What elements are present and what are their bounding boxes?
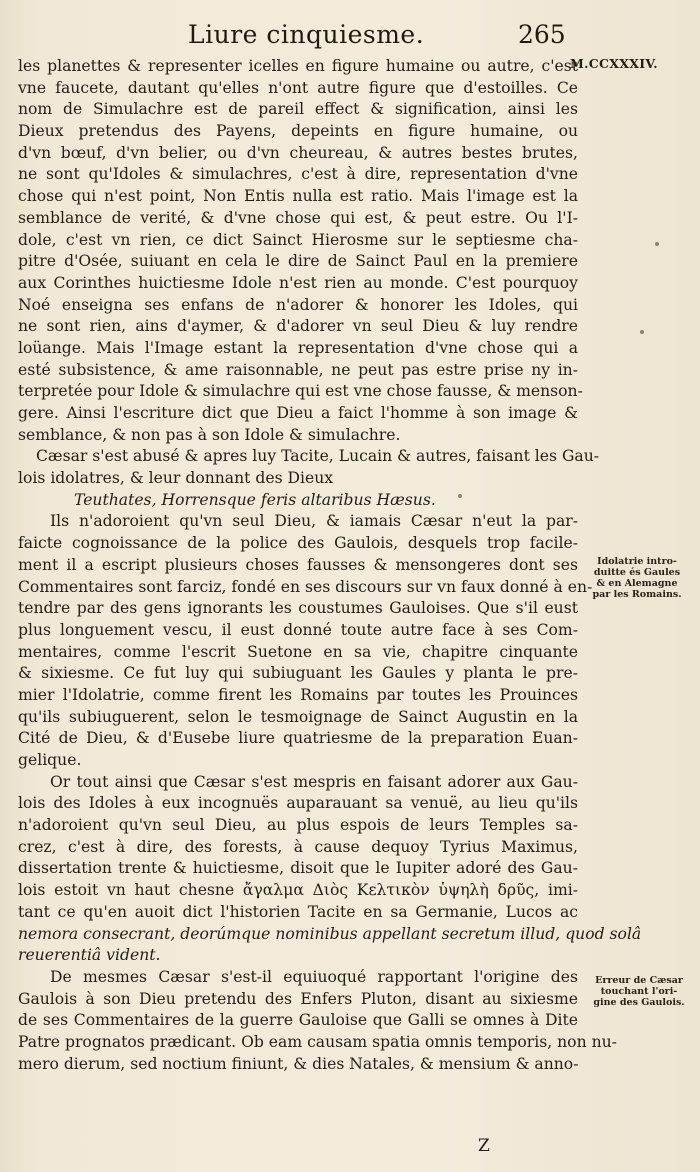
text-line: esté subsistence, & ame raisonnable, ne peut pas estre prise ny in- <box>18 360 578 379</box>
text-line: dissertation trente & huictiesme, disoit que le Iupiter adoré des Gau- <box>18 859 578 878</box>
text-line: mier l'Idolatrie, comme firent les Romains par toutes les Prouinces <box>18 685 578 704</box>
text-line: les planettes & representer icelles en figure humaine ou autre, c'est <box>18 57 578 75</box>
text-line: lois idolatres, & leur donnant des Dieux <box>18 469 334 488</box>
text-line: gere. Ainsi l'escriture dict que Dieu a faict l'homme à son image & <box>18 404 578 422</box>
text-line: & sixiesme. Ce fut luy qui subiuguant les Gaules y planta le pre- <box>18 664 578 683</box>
ink-speck <box>458 494 462 498</box>
text-line: tendre par des gens ignorants les coustumes Gauloises. Que s'il eust <box>18 599 578 618</box>
text-line: Patre prognatos prædicant. Ob eam causam spatia omnis temporis, non nu- <box>18 1032 617 1051</box>
text-line: lois des Idoles à eux incognuës auparauant sa venuë, au lieu qu'ils <box>18 794 578 813</box>
text-line: loüange. Mais l'Image estant la representation d'vne chose qui a <box>18 338 578 357</box>
text-line: De mesmes Cæsar s'est-il equiuoqué rapportant l'origine des <box>50 967 578 986</box>
text-line: Cité de Dieu, & d'Eusebe liure quatriesme de la preparation Euan- <box>18 729 578 748</box>
text-line: chose qui n'est point, Non Entis nulla est ratio. Mais l'image est la <box>18 187 578 206</box>
text-line: dole, c'est vn rien, ce dict Sainct Hierosme sur le septiesme cha- <box>18 230 578 249</box>
text-line: terpretée pour Idole & simulachre qui est vne chose fausse, & menson- <box>18 382 583 401</box>
text-line: Ils n'adoroient qu'vn seul Dieu, & iamais Cæsar n'eut la par- <box>50 512 578 531</box>
running-title: Liure cinquiesme. <box>188 20 425 49</box>
text-line: ne sont rien, ains d'aymer, & d'adorer vn seul Dieu & luy rendre <box>18 317 578 336</box>
margin-note-error: Erreur de Cæsar touchant l'ori- gine des Gaulois. <box>593 975 685 1008</box>
verse-quote: Teuthates, Horrensque feris altaribus Hæsus. <box>74 490 436 509</box>
page-number: 265 <box>518 20 566 49</box>
year-marginal: M.CCXXXIV. <box>570 56 658 71</box>
text-line: mero dierum, sed noctium finiunt, & dies Natales, & mensium & anno- <box>18 1054 579 1073</box>
text-line: pitre d'Osée, suiuant en cela le dire de Sainct Paul en la premiere <box>18 252 578 271</box>
text-line: gelique. <box>18 751 82 769</box>
text-line: semblance, & non pas à son Idole & simulachre. <box>18 425 401 444</box>
text-line: Cæsar s'est abusé & apres luy Tacite, Lucain & autres, faisant les Gau- <box>36 447 600 466</box>
text-line: Or tout ainsi que Cæsar s'est mespris en faisant adorer aux Gau- <box>50 772 578 791</box>
signature-mark: Z <box>478 1136 490 1156</box>
ink-speck <box>655 242 659 246</box>
text-line: de ses Commentaires de la guerre Gauloise que Galli se omnes à Dite <box>18 1011 578 1030</box>
text-line: nom de Simulachre est de pareil effect & signification, ainsi les <box>18 100 578 119</box>
text-line: ment il a escript plusieurs choses fausses & mensongeres dont ses <box>18 555 578 574</box>
latin-quote-line: nemora consecrant, deorúmque nominibus appellant secretum illud, quod solâ <box>18 924 642 943</box>
text-line: ne sont qu'Idoles & simulachres, c'est à dire, representation d'vne <box>18 165 578 184</box>
text-line: faicte cognoissance de la police des Gaulois, desquels trop facile- <box>18 534 578 553</box>
text-line: mentaires, comme l'escrit Suetone en sa vie, chapitre cinquante <box>18 642 578 661</box>
text-line: Dieux pretendus des Payens, depeints en figure humaine, ou <box>18 122 578 141</box>
latin-quote-line: reuerentiâ vident. <box>18 946 161 965</box>
text-line: qu'ils subiuguerent, selon le tesmoignage de Sainct Augustin en la <box>18 707 578 726</box>
text-line: vne faucete, dautant qu'elles n'ont autre figure que d'estoilles. Ce <box>18 78 578 97</box>
text-line: Noé enseigna ses enfans de n'adorer & honorer les Idoles, qui <box>18 295 578 314</box>
text-line: lois estoit vn haut chesne ἄγαλμα Διὸς Κελτικὸν ὑψηλὴ δρῦς, imi- <box>18 881 578 900</box>
text-line: tant ce qu'en auoit dict l'historien Tacite en sa Germanie, Lucos ac <box>18 902 578 921</box>
text-line: Gaulois à son Dieu pretendu des Enfers Pluton, disant au sixiesme <box>18 989 578 1008</box>
text-line: plus longuement vescu, il eust donné toute autre face à ses Com- <box>18 620 578 639</box>
text-line: semblance de verité, & d'vne chose qui est, & peut estre. Ou l'I- <box>18 208 578 227</box>
ink-speck <box>640 330 644 334</box>
text-line: aux Corinthes huictiesme Idole n'est rien au monde. C'est pourquoy <box>18 273 578 292</box>
margin-note-idolatry: Idolatrie intro- duitte és Gaules & en Alemagne par les Romains. <box>592 556 682 600</box>
text-line: n'adoroient qu'vn seul Dieu, au plus espois de leurs Temples sa- <box>18 816 578 835</box>
text-line: crez, c'est à dire, des forests, à cause dequoy Tyrius Maximus, <box>18 837 578 856</box>
text-line: Commentaires sont farciz, fondé en ses discours sur vn faux donné à en- <box>18 577 593 596</box>
text-line: d'vn bœuf, d'vn belier, ou d'vn cheureau, & autres bestes brutes, <box>18 143 578 162</box>
